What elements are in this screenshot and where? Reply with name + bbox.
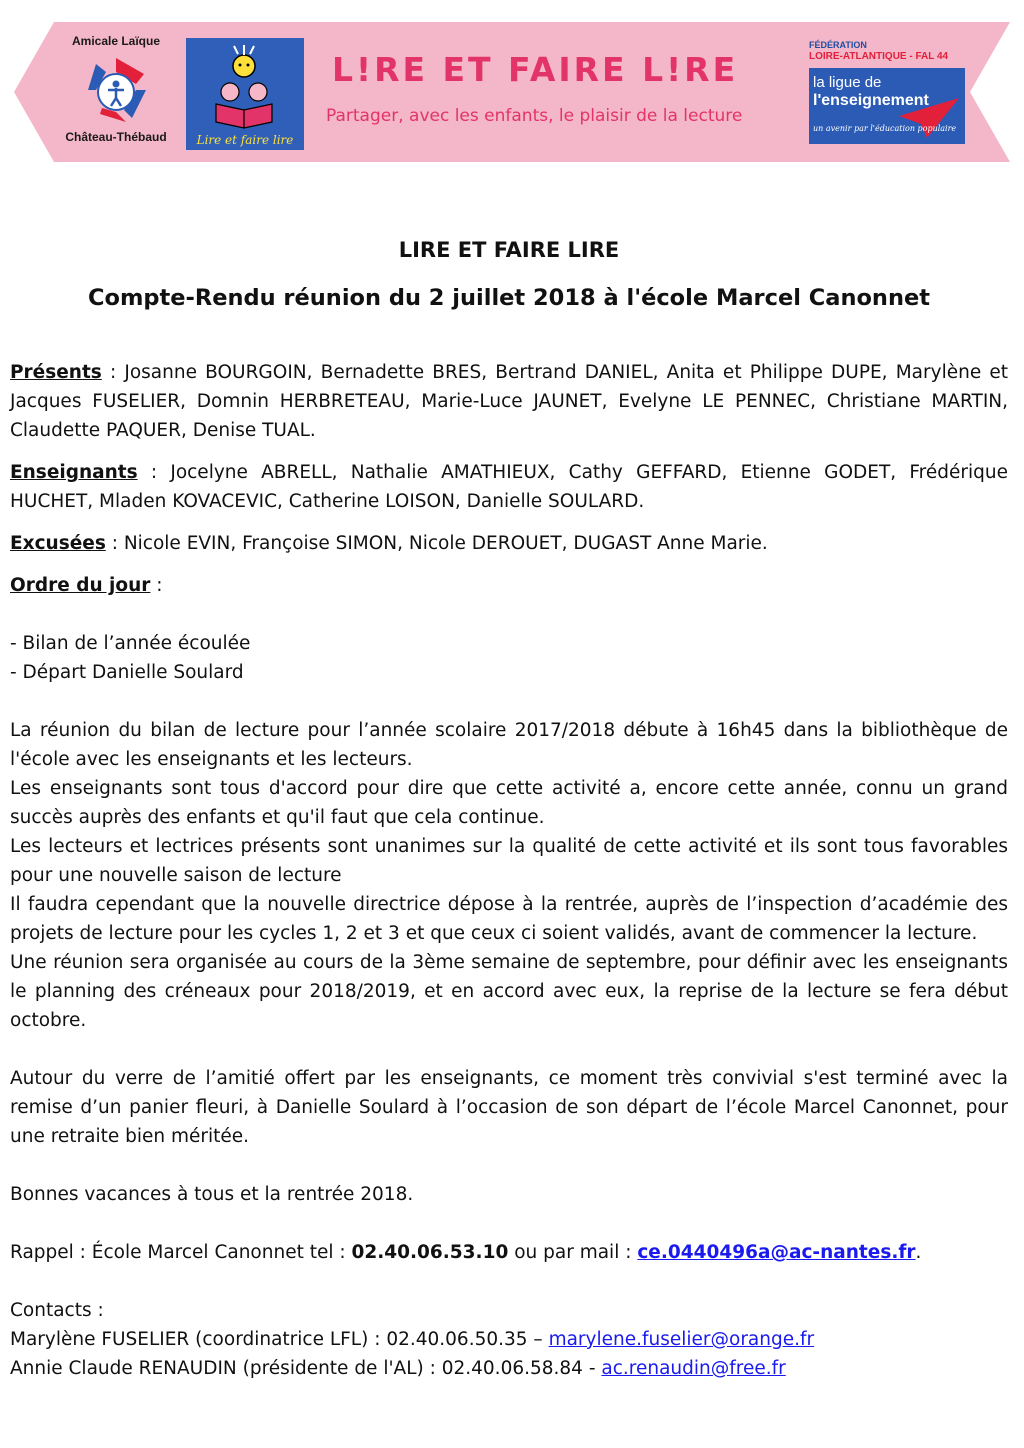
enseignants-paragraph bbox=[10, 458, 1008, 516]
amicale-laique-logo bbox=[50, 34, 182, 144]
agenda-item: - Départ Danielle Soulard bbox=[10, 662, 244, 683]
closing-line: Bonnes vacances à tous et la rentrée 2018. bbox=[10, 1184, 414, 1205]
excusees-text: : Nicole EVIN, Françoise SIMON, Nicole DEROUET, DUGAST Anne Marie. bbox=[105, 533, 768, 554]
rappel-prefix: Rappel : École Marcel Canonnet tel : bbox=[10, 1242, 352, 1263]
contact-row bbox=[10, 1354, 1008, 1383]
amicale-emblem-icon bbox=[80, 54, 152, 126]
fal44-logo bbox=[809, 40, 969, 144]
agenda-list bbox=[10, 629, 1008, 687]
body-paragraph-6: Autour du verre de l’amitié offert par les enseignants, ce moment très convivial s'est terminé avec la remise d’un panier fleuri, à Danielle Soulard à l’occasion de son départ de l’école Marcel Canonnet, pour une retraite bien méritée. bbox=[10, 1068, 1008, 1147]
brand-tagline: Partager, avec les enfants, le plaisir de la lecture bbox=[326, 106, 743, 126]
body-paragraph-2: Les enseignants sont tous d'accord pour dire que cette activité a, encore cette année, connu un grand succès auprès des enfants et qu'il faut que cela continue. bbox=[10, 778, 1008, 828]
ordre-suffix: : bbox=[150, 575, 163, 596]
ordre-label: Ordre du jour bbox=[10, 575, 151, 596]
rappel-middle: ou par mail : bbox=[508, 1242, 638, 1263]
report-document bbox=[10, 232, 1008, 1383]
brand-title: L!RE ET FAIRE L!RE bbox=[332, 50, 739, 89]
contact-2-email-link[interactable]: ac.renaudin@free.fr bbox=[601, 1358, 786, 1379]
ligue-line2: l'enseignement bbox=[813, 92, 929, 109]
ligue-line3: un avenir par l'éducation populaire bbox=[813, 124, 957, 133]
header-banner bbox=[14, 22, 1010, 162]
contact-1-email-link[interactable]: marylene.fuselier@orange.fr bbox=[548, 1329, 815, 1350]
lire-et-faire-lire-logo-icon bbox=[186, 38, 304, 150]
body-paragraph-5: Une réunion sera organisée au cours de la 3ème semaine de septembre, pour définir avec les enseignants le planning des créneaux pour 2018/2019, et en accord avec eux, la reprise de la lecture se fera début octobre. bbox=[10, 952, 1008, 1031]
contact-row bbox=[10, 1325, 1008, 1354]
rappel-line bbox=[10, 1238, 1008, 1267]
school-phone: 02.40.06.53.10 bbox=[351, 1242, 509, 1263]
contacts-block bbox=[10, 1296, 1008, 1383]
body-paragraph-1: La réunion du bilan de lecture pour l’année scolaire 2017/2018 débute à 16h45 dans la bibliothèque de l'école avec les enseignants et les lecteurs. bbox=[10, 720, 1008, 770]
excusees-label: Excusées bbox=[10, 533, 106, 554]
body-paragraph-3: Les lecteurs et lectrices présents sont unanimes sur la qualité de cette activité et ils sont tous favorables pour une nouvelle saison de lecture bbox=[10, 836, 1008, 886]
presents-label: Présents bbox=[10, 362, 102, 383]
document-subtitle: Compte-Rendu réunion du 2 juillet 2018 à l'école Marcel Canonnet bbox=[88, 285, 930, 311]
ligue-line1: la ligue de bbox=[813, 74, 882, 91]
federation-label: FÉDÉRATION bbox=[809, 40, 867, 50]
rappel-suffix: . bbox=[915, 1242, 922, 1263]
presents-paragraph bbox=[10, 358, 1008, 445]
presents-text: : Josanne BOURGOIN, Bernadette BRES, Bertrand DANIEL, Anita et Philippe DUPE, Marylène et Jacques FUSELIER, Domnin HERBRETEAU, Marie-Luce JAUNET, Evelyne LE PENNEC, Christiane MARTIN, Claudette PAQUER, Denise TUAL. bbox=[10, 362, 1008, 441]
lfl-logo-text: Lire et faire lire bbox=[196, 133, 294, 147]
enseignants-label: Enseignants bbox=[10, 462, 138, 483]
amicale-top-text: Amicale Laïque bbox=[71, 34, 161, 48]
ordre-du-jour-heading bbox=[10, 571, 1008, 600]
contact-1-text: Marylène FUSELIER (coordinatrice LFL) : 02.40.06.50.35 – bbox=[10, 1329, 549, 1350]
fal44-label: LOIRE-ATLANTIQUE - FAL 44 bbox=[809, 51, 949, 62]
document-title: LIRE ET FAIRE LIRE bbox=[398, 238, 620, 262]
enseignants-text: : Jocelyne ABRELL, Nathalie AMATHIEUX, Cathy GEFFARD, Etienne GODET, Frédérique HUCHET, Mladen KOVACEVIC, Catherine LOISON, Danielle SOULARD. bbox=[10, 462, 1008, 512]
body-paragraph-4: Il faudra cependant que la nouvelle directrice dépose à la rentrée, auprès de l’inspection d’académie des projets de lecture pour les cycles 1, 2 et 3 et que ceux ci soient validés, avant de commencer la lecture. bbox=[10, 894, 1008, 944]
amicale-bottom-text: Château-Thébaud bbox=[65, 130, 167, 144]
contacts-title: Contacts : bbox=[10, 1300, 104, 1321]
school-email-link[interactable]: ce.0440496a@ac-nantes.fr bbox=[637, 1242, 916, 1263]
ligue-enseignement-box bbox=[809, 68, 965, 144]
excusees-paragraph bbox=[10, 529, 1008, 558]
contact-2-text: Annie Claude RENAUDIN (présidente de l'AL) : 02.40.06.58.84 - bbox=[10, 1358, 602, 1379]
agenda-item: - Bilan de l’année écoulée bbox=[10, 633, 251, 654]
